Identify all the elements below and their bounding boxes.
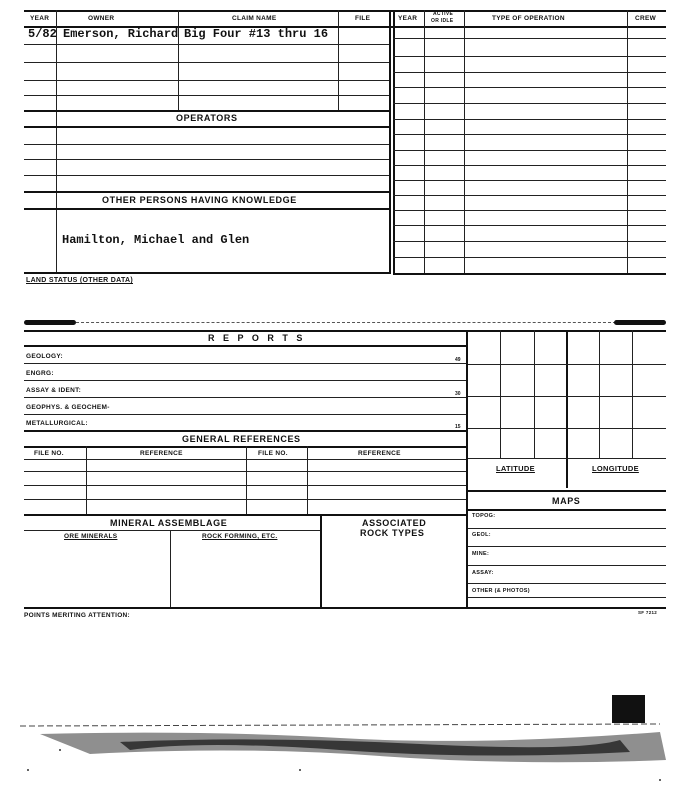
maps-geol: GEOL: (472, 532, 491, 538)
entry-owner: Emerson, Richard (63, 27, 179, 41)
rock-forming-label: ROCK FORMING, ETC. (202, 533, 278, 540)
maps-title: MAPS (552, 496, 581, 506)
maps-mine: MINE: (472, 551, 490, 557)
header-file: FILE (355, 15, 371, 22)
ore-minerals-label: ORE MINERALS (64, 533, 118, 540)
ref-header-file-no-2: FILE NO. (258, 450, 288, 457)
section-divider (24, 320, 666, 325)
scan-black-square (612, 695, 645, 723)
ref-header-file-no-1: FILE NO. (34, 450, 64, 457)
maps-other: OTHER (& PHOTOS) (472, 588, 530, 594)
header-year-2: YEAR (398, 15, 418, 22)
report-assay: ASSAY & IDENT: (26, 387, 82, 394)
associated-label: ASSOCIATED (362, 518, 427, 528)
header-year: YEAR (30, 15, 50, 22)
header-claim-name: CLAIM NAME (232, 15, 277, 22)
ref-header-reference-2: REFERENCE (358, 450, 401, 457)
rock-types-label: ROCK TYPES (360, 528, 425, 538)
maps-topog: TOPOG: (472, 513, 496, 519)
other-persons-label: OTHER PERSONS HAVING KNOWLEDGE (102, 195, 297, 205)
header-crew: CREW (635, 15, 657, 22)
report-assay-num: 30 (455, 391, 461, 397)
entry-claim: Big Four #13 thru 16 (184, 27, 329, 41)
header-or-idle: OR IDLE (431, 18, 454, 24)
ref-header-reference-1: REFERENCE (140, 450, 183, 457)
report-geology-num: 49 (455, 357, 461, 363)
maps-assay: ASSAY: (472, 570, 494, 576)
entry-year: 5/82 (28, 27, 57, 41)
form-number: SF 7212 (638, 610, 658, 615)
header-type-of-operation: TYPE OF OPERATION (492, 15, 565, 22)
latitude-label: LATITUDE (496, 464, 535, 473)
operators-label: OPERATORS (176, 113, 238, 123)
general-references-title: GENERAL REFERENCES (182, 434, 301, 444)
header-owner: OWNER (88, 15, 115, 22)
report-metallurgical-num: 15 (455, 424, 461, 430)
other-persons-value: Hamilton, Michael and Glen (62, 233, 250, 247)
report-engrg: ENGRG: (26, 370, 54, 377)
report-geology: GEOLOGY: (26, 353, 63, 360)
report-geophys: GEOPHYS. & GEOCHEM- (26, 404, 110, 411)
points-meriting-attention: POINTS MERITING ATTENTION: (24, 612, 131, 619)
report-metallurgical: METALLURGICAL: (26, 420, 88, 427)
header-active: ACTIVE (433, 11, 454, 17)
scan-smear (0, 720, 678, 790)
mineral-title: MINERAL ASSEMBLAGE (110, 518, 228, 528)
reports-title: R E P O R T S (208, 333, 306, 343)
land-status-label: LAND STATUS (OTHER DATA) (26, 277, 134, 284)
longitude-label: LONGITUDE (592, 464, 639, 473)
